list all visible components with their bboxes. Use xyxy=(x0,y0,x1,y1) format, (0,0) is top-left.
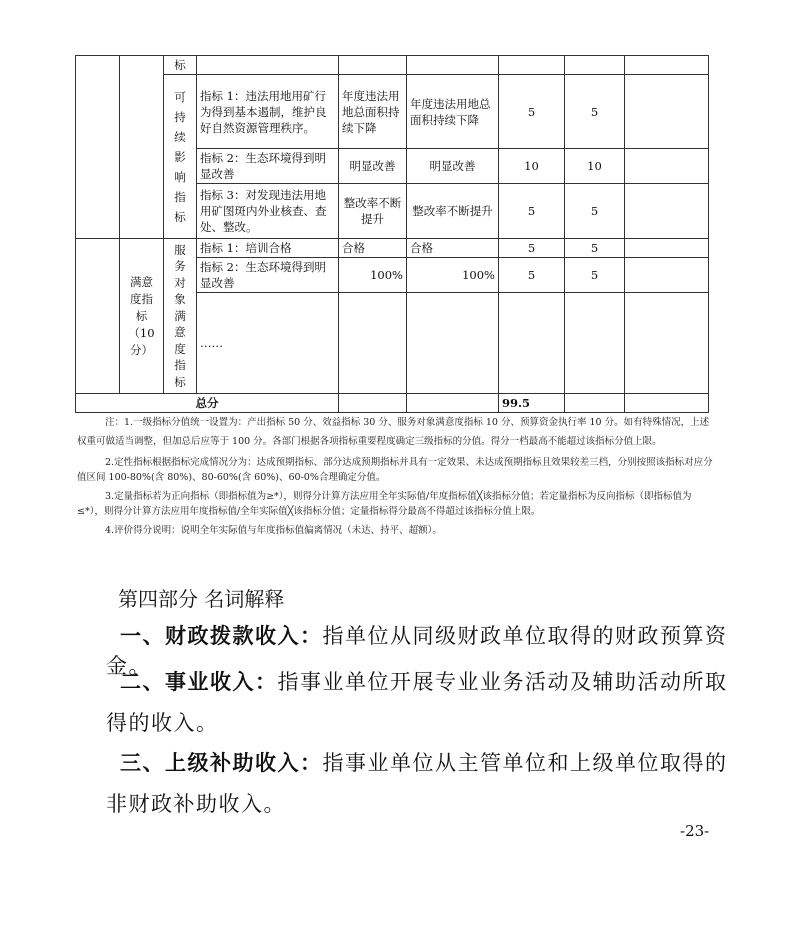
sustain-name-2: 指标 2：生态环境得到明显改善 xyxy=(197,149,339,184)
row-biao: 标 xyxy=(164,56,197,75)
note-4: 4.评价得分说明：说明全年实际值与年度指标值偏离情况（未达、持平、超额）。 xyxy=(105,525,442,536)
sustain-actual-1: 年度违法用地总面积持续下降 xyxy=(407,75,499,149)
definition-3-term: 三、上级补助收入： xyxy=(120,751,323,775)
total-label: 总分 xyxy=(76,394,339,413)
col-first-blank xyxy=(76,56,120,239)
note-3: 3.定量指标若为正向指标（即指标值为≥*），则得分计算方法应用全年实际值/年度指标值╳该指标分值；若定量指标为反向指标（即指标值为≤*），则得分计算方法应用年度指标值/全年实际值╳该指标分值；定量指标得分最高不得超过该指标分值上限。 xyxy=(77,491,692,517)
service-actual-2: 100% xyxy=(407,258,499,293)
sustain-weight-3: 5 xyxy=(499,184,565,239)
total-value: 99.5 xyxy=(499,394,565,413)
page-number: -23- xyxy=(680,822,710,840)
sustain-weight-1: 5 xyxy=(499,75,565,149)
sustain-score-2: 10 xyxy=(565,149,625,184)
service-name-3: …… xyxy=(197,293,339,394)
performance-table xyxy=(75,55,709,413)
satisfaction-label: 满意 度指 标 （10 分） xyxy=(120,239,164,394)
definition-3 xyxy=(106,743,746,825)
sustain-target-3: 整改率不断提升 xyxy=(339,184,407,239)
sustain-score-1: 5 xyxy=(565,75,625,149)
sustain-name-1: 指标 1：违法用地用矿行为得到基本遏制，维护良好自然资源管理秩序。 xyxy=(197,75,339,149)
col-second-blank xyxy=(120,56,164,239)
sustain-target-1: 年度违法用地总面积持续下降 xyxy=(339,75,407,149)
sustain-name-3: 指标 3：对发现违法用地用矿图斑内外业核查、查处、整改。 xyxy=(197,184,339,239)
service-actual-1: 合格 xyxy=(407,239,499,258)
service-name-1: 指标 1：培训合格 xyxy=(197,239,339,258)
note-1: 注：1.一级指标分值统一设置为：产出指标 50 分、效益指标 30 分、服务对象满意度指标 10 分、预算资金执行率 10 分。如有特殊情况，上述权重可做适当调整，但加总后应等于 100 分。各部门根据各项指标重要程度确定三级指标的分值。得分一档最高不能超过该指标分值上限。 xyxy=(77,417,710,447)
definition-2 xyxy=(106,662,746,744)
section-heading: 第四部分 名词解释 xyxy=(118,587,285,611)
definition-2-term: 二、事业收入： xyxy=(120,670,278,694)
col-first-blank-2 xyxy=(76,239,120,394)
service-weight-1: 5 xyxy=(499,239,565,258)
service-name-2: 指标 2：生态环境得到明显改善 xyxy=(197,258,339,293)
service-score-1: 5 xyxy=(565,239,625,258)
definition-1-term: 一、财政拨款收入： xyxy=(120,624,323,648)
sustain-actual-2: 明显改善 xyxy=(407,149,499,184)
definition-3-text: 指事业单位从主管单位和上级单位取得的非财政补助收入。 xyxy=(106,751,728,816)
sustain-target-2: 明显改善 xyxy=(339,149,407,184)
definition-2-text: 指事业单位开展专业业务活动及辅助活动所取得的收入。 xyxy=(106,670,728,735)
definition-1-text: 指单位从同级财政单位取得的财政预算资金。 xyxy=(106,624,728,678)
note-2: 2.定性指标根据指标完成情况分为：达成预期指标、部分达成预期指标并具有一定效果、未达成预期指标且效果较差三档，分别按照该指标对应分值区间 100-80%(含 80%)、80-60%(含 60%)、60-0%合理确定分值。 xyxy=(77,457,713,483)
service-weight-2: 5 xyxy=(499,258,565,293)
sustain-score-3: 5 xyxy=(565,184,625,239)
sustain-label: 可 持 续 影 响 指 标 xyxy=(164,75,197,239)
service-target-2: 100% xyxy=(339,258,407,293)
sustain-weight-2: 10 xyxy=(499,149,565,184)
service-label: 服 务 对 象 满 意 度 指 标 xyxy=(164,239,197,394)
service-target-1: 合格 xyxy=(339,239,407,258)
sustain-actual-3: 整改率不断提升 xyxy=(407,184,499,239)
table-notes xyxy=(77,413,717,538)
service-score-2: 5 xyxy=(565,258,625,293)
